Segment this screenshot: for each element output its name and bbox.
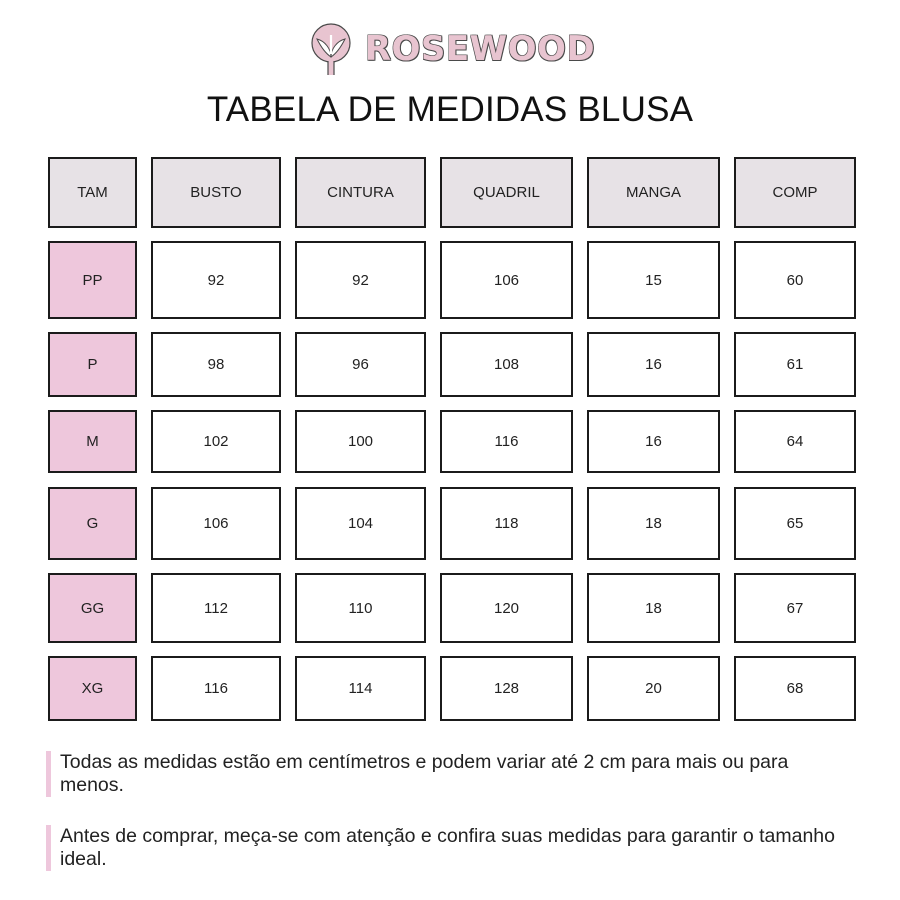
size-label: P (48, 332, 137, 397)
table-cell: 108 (440, 332, 573, 397)
table-cell: 114 (295, 656, 426, 721)
table-cell: 102 (151, 410, 281, 473)
table-cell: 92 (151, 241, 281, 319)
table-cell: 110 (295, 573, 426, 643)
header-busto: BUSTO (151, 157, 281, 228)
header-manga: MANGA (587, 157, 720, 228)
table-cell: 120 (440, 573, 573, 643)
table-cell: 116 (151, 656, 281, 721)
table-cell: 61 (734, 332, 856, 397)
table-cell: 104 (295, 487, 426, 560)
brand-header (0, 18, 900, 80)
table-cell: 15 (587, 241, 720, 319)
header-tam: TAM (48, 157, 137, 228)
table-cell: 65 (734, 487, 856, 560)
table-cell: 118 (440, 487, 573, 560)
table-cell: 60 (734, 241, 856, 319)
rosewood-tree-icon (305, 21, 357, 77)
size-label: PP (48, 241, 137, 319)
table-cell: 106 (440, 241, 573, 319)
table-cell: 67 (734, 573, 856, 643)
size-label: GG (48, 573, 137, 643)
table-cell: 18 (587, 487, 720, 560)
table-cell: 98 (151, 332, 281, 397)
brand-name: ROSEWOOD (364, 29, 596, 69)
table-cell: 96 (295, 332, 426, 397)
table-cell: 18 (587, 573, 720, 643)
table-cell: 128 (440, 656, 573, 721)
header-quadril: QUADRIL (440, 157, 573, 228)
table-cell: 68 (734, 656, 856, 721)
header-comp: COMP (734, 157, 856, 228)
page-title: TABELA DE MEDIDAS BLUSA (206, 90, 694, 129)
table-cell: 112 (151, 573, 281, 643)
table-cell: 106 (151, 487, 281, 560)
size-label: XG (48, 656, 137, 721)
size-label: G (48, 487, 137, 560)
table-cell: 16 (587, 332, 720, 397)
table-cell: 116 (440, 410, 573, 473)
table-cell: 16 (587, 410, 720, 473)
table-cell: 64 (734, 410, 856, 473)
size-label: M (48, 410, 137, 473)
table-cell: 100 (295, 410, 426, 473)
measurement-note: Todas as medidas estão em centímetros e podem variar até 2 cm para mais ou para menos. (46, 751, 846, 797)
table-cell: 20 (587, 656, 720, 721)
table-cell: 92 (295, 241, 426, 319)
purchase-advice-note: Antes de comprar, meça-se com atenção e confira suas medidas para garantir o tamanho ideal. (46, 825, 846, 871)
header-cintura: CINTURA (295, 157, 426, 228)
